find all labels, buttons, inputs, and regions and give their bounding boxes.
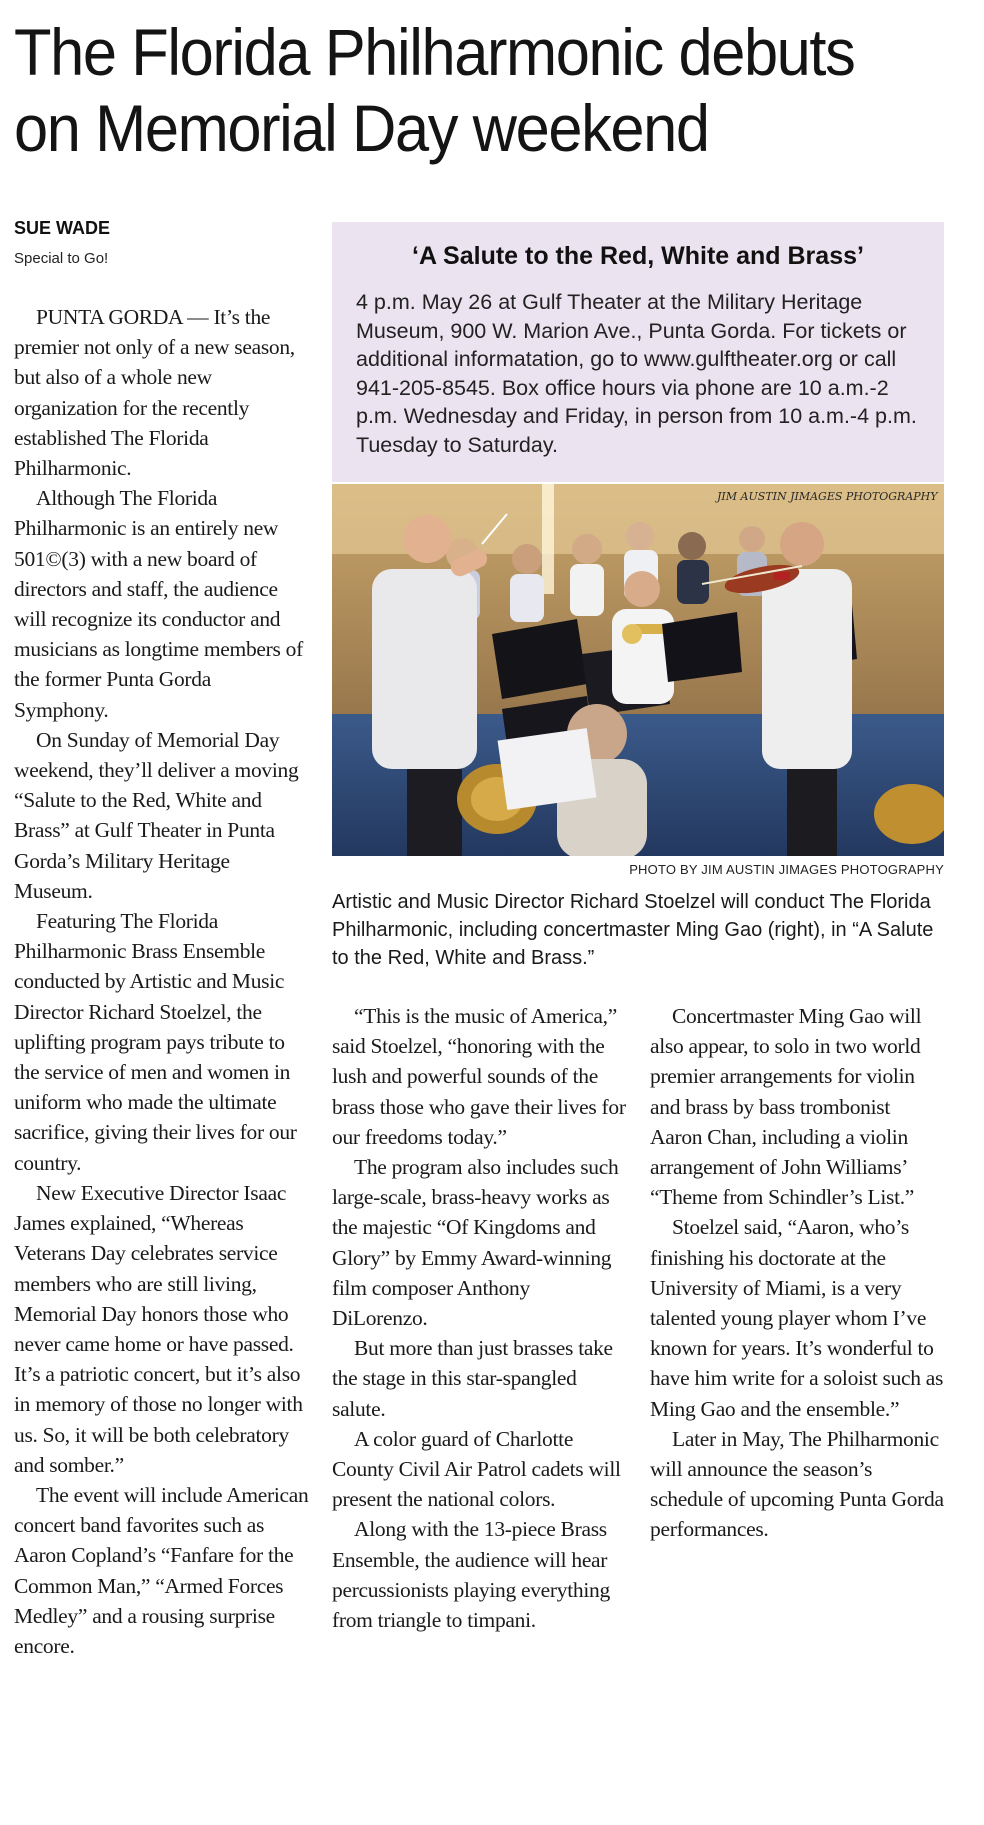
paragraph: Later in May, The Philharmonic will announce the season’s schedule of upcoming Punta Gorda performances. [650, 1426, 944, 1542]
paragraph: Featuring The Florida Philharmonic Brass Ensemble conducted by Artistic and Music Director Richard Stoelzel, the uplifting program pays tribute to the service of men and women in uniform who made the ultimate sacrifice, giving their lives for our country. [14, 909, 297, 1175]
paragraph: Although The Florida Philharmonic is an entirely new 501©(3) with a new board of directors and staff, the audience will recognize its conductor and musicians as longtime members of the former Punta Gorda Symphony. [14, 486, 303, 722]
author-byline: SUE WADE [14, 218, 111, 238]
headline: The Florida Philharmonic debuts on Memorial Day weekend [14, 15, 855, 165]
paragraph: The program also includes such large-scale, brass-heavy works as the majestic “Of Kingdoms and Glory” by Emmy Award-winning film composer Anthony DiLorenzo. [332, 1155, 619, 1331]
photo-credit: PHOTO BY JIM AUSTIN JIMAGES PHOTOGRAPHY [629, 862, 944, 877]
concert-photo [332, 484, 944, 856]
concert-photo-illustration [332, 484, 944, 856]
paragraph: “This is the music of America,” said Stoelzel, “honoring with the lush and powerful sounds of the brass those who gave their lives for our freedoms today.” [332, 1004, 626, 1149]
body-column-3 [650, 1001, 946, 1545]
paragraph: But more than just brasses take the stage in this star-spangled salute. [332, 1336, 613, 1421]
photo-watermark: JIM AUSTIN JIMAGES PHOTOGRAPHY [717, 490, 938, 503]
paragraph: Stoelzel said, “Aaron, who’s finishing his doctorate at the University of Miami, is a very talented young player whom I’ve known for years. It’s wonderful to have him write for a soloist such as Ming Gao and the ensemble.” [650, 1215, 944, 1421]
paragraph: Concertmaster Ming Gao will also appear, to solo in two world premier arrangements for violin and brass by bass trombonist Aaron Chan, including a violin arrangement of John Williams’ “Theme from Schindler’s List.” [650, 1004, 922, 1210]
event-info-box [332, 222, 944, 482]
event-info-title: ‘A Salute to the Red, White and Brass’ [412, 242, 864, 270]
paragraph: PUNTA GORDA — It’s the premier not only of a new season, but also of a whole new organization for the recently established The Florida Philharmonic. [14, 305, 295, 481]
photo-caption: Artistic and Music Director Richard Stoelzel will conduct The Florida Philharmonic, including concertmaster Ming Gao (right), in “A Salute to the Red, White and Brass.” [332, 891, 934, 969]
body-column-2 [332, 1001, 628, 1635]
paragraph: A color guard of Charlotte County Civil Air Patrol cadets will present the national colors. [332, 1426, 621, 1512]
paragraph: The event will include American concert band favorites such as Aaron Copland’s “Fanfare for the Common Man,” “Armed Forces Medley” and a rousing surprise encore. [14, 1482, 309, 1658]
author-credit: Special to Go! [14, 250, 109, 267]
event-info-details: 4 p.m. May 26 at Gulf Theater at the Military Heritage Museum, 900 W. Marion Ave., Punta Gorda. For tickets or additional informatation, go to www.gulftheater.org or call 941-205-8545. Box office hours via phone are 10 a.m.-2 p.m. Wednesday and Friday, in person from 10 a.m.-4 p.m. Tuesday to Saturday. [356, 290, 917, 457]
paragraph: New Executive Director Isaac James explained, “Whereas Veterans Day celebrates service members who are still living, Memorial Day honors those who never came home or have passed. It’s a patriotic concert, but it’s also in memory of those no longer with us. So, it will be both celebratory and somber.” [14, 1180, 303, 1477]
body-column-1 [14, 302, 310, 1661]
paragraph: On Sunday of Memorial Day weekend, they’ll deliver a moving “Salute to the Red, White and Brass” at Gulf Theater in Punta Gorda’s Military Heritage Museum. [14, 727, 299, 903]
paragraph: Along with the 13-piece Brass Ensemble, the audience will hear percussionists playing everything from triangle to timpani. [332, 1517, 610, 1633]
